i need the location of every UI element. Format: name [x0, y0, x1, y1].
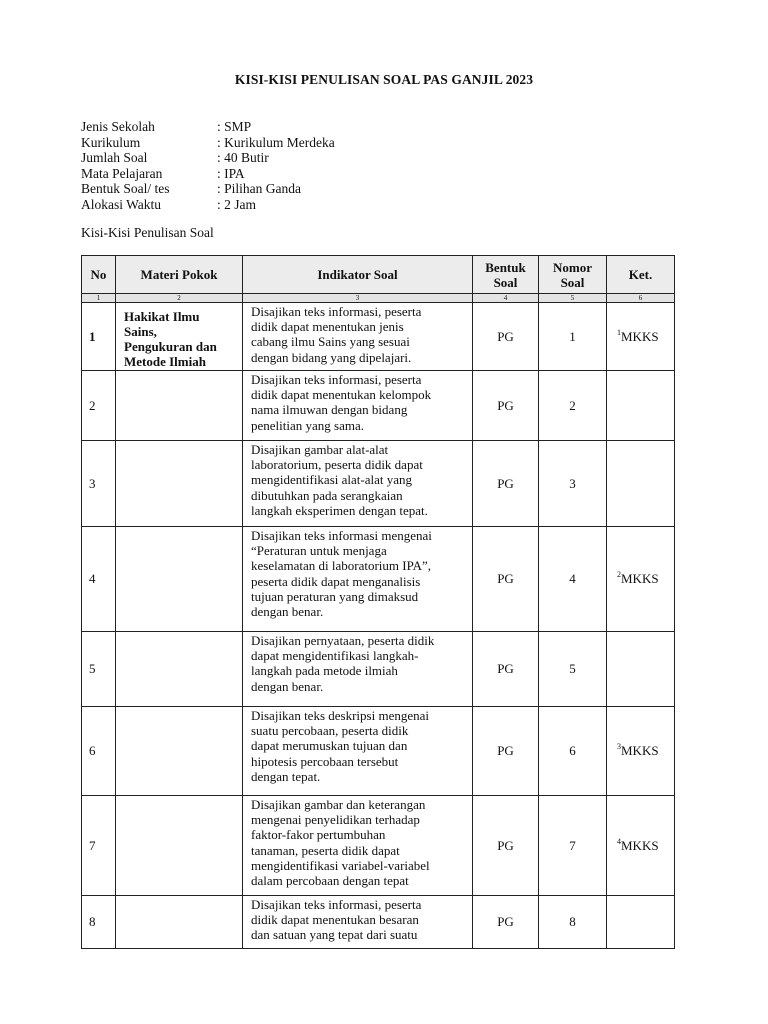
note-cell	[607, 796, 675, 896]
note-text: MKKS	[621, 743, 659, 758]
table-row	[82, 896, 675, 949]
indicator-line: dengan benar.	[251, 678, 324, 694]
info-row-subject	[81, 166, 335, 182]
indicator-cell	[243, 527, 473, 632]
indicator-line: penelitian yang sama.	[251, 417, 364, 433]
question-number: 1	[539, 303, 607, 371]
indicator-line: hipotesis percobaan tersebut	[251, 753, 399, 769]
info-row-curriculum	[81, 135, 335, 151]
table-row	[82, 796, 675, 896]
indicator-cell	[243, 896, 473, 949]
indicator-line: tujuan peraturan yang dimaksud	[251, 588, 419, 604]
info-row-question-form	[81, 181, 335, 197]
indicator-line: dengan tepat.	[251, 768, 321, 784]
indicator-line: cabang ilmu Sains yang sesuai	[251, 334, 410, 350]
materi-cell	[116, 527, 243, 632]
header-bentuk-line: Soal	[493, 274, 518, 290]
indicator-line: “Peraturan untuk menjaga	[251, 543, 387, 559]
indicator-line: dibutuhkan pada serangkaian	[251, 487, 403, 503]
question-form: PG	[473, 527, 539, 632]
indicator-line: peserta didik dapat menganalisis	[251, 573, 421, 589]
indicator-line: didik dapat menentukan jenis	[251, 319, 404, 335]
info-value: : SMP	[217, 119, 252, 134]
info-value: : Kurikulum Merdeka	[217, 134, 335, 150]
question-number: 4	[539, 527, 607, 632]
indicator-line: mengidentifikasi variabel-variabel	[251, 857, 430, 873]
indicator-cell	[243, 371, 473, 441]
info-label: Alokasi Waktu	[81, 196, 162, 212]
materi-line: Metode Ilmiah	[124, 354, 206, 369]
indicator-line: dan satuan yang tepat dari suatu	[251, 927, 418, 943]
indicator-line: Disajikan pernyataan, peserta didik	[251, 633, 435, 648]
row-number: 3	[82, 441, 116, 527]
column-number: 4	[473, 294, 539, 303]
header-indikator: Indikator Soal	[243, 256, 473, 294]
footnote-marker: 2	[617, 570, 621, 579]
question-form: PG	[473, 371, 539, 441]
info-row-school-type	[81, 119, 335, 135]
indicator-line: dapat mengidentifikasi langkah-	[251, 648, 419, 664]
info-label: Bentuk Soal/ tes	[81, 181, 170, 197]
school-info	[81, 119, 335, 213]
indicator-line: Disajikan teks informasi, peserta	[251, 897, 422, 912]
indicator-line: keselamatan di laboratorium IPA”,	[251, 558, 432, 574]
info-label: Mata Pelajaran	[81, 165, 163, 181]
header-nomor-line: Soal	[560, 274, 585, 290]
materi-cell	[116, 707, 243, 796]
materi-line: Sains,	[124, 324, 157, 339]
indicator-line: laboratorium, peserta didik dapat	[251, 457, 423, 473]
indicator-line: langkah eksperimen dengan tepat.	[251, 502, 428, 518]
question-form: PG	[473, 632, 539, 707]
info-row-question-count	[81, 150, 335, 166]
table-row	[82, 441, 675, 527]
footnote-marker: 4	[617, 836, 621, 846]
question-form: PG	[473, 896, 539, 949]
column-number: 3	[243, 294, 473, 303]
note-cell	[607, 527, 675, 632]
table-row	[82, 707, 675, 796]
indicator-line: Disajikan teks informasi, peserta	[251, 304, 422, 319]
indicator-cell	[243, 441, 473, 527]
note-text: MKKS	[621, 837, 659, 853]
header-row	[82, 256, 675, 294]
header-no: No	[82, 256, 116, 294]
indicator-line: didik dapat menentukan besaran	[251, 912, 419, 928]
info-value: : Pilihan Ganda	[217, 181, 301, 197]
table-row	[82, 303, 675, 371]
column-number: 2	[116, 294, 243, 303]
indicator-line: mengenai penyelidikan terhadap	[251, 812, 420, 828]
row-number: 5	[82, 632, 116, 707]
row-number: 1	[82, 303, 116, 371]
table-row	[82, 371, 675, 441]
note-cell	[607, 896, 675, 949]
info-value: : 2 Jam	[217, 196, 256, 212]
header-bentuk-line: Bentuk	[485, 259, 526, 275]
materi-cell	[116, 371, 243, 441]
indicator-line: dengan benar.	[251, 604, 324, 620]
info-value: : IPA	[217, 165, 245, 181]
materi-cell	[116, 303, 243, 371]
indicator-cell	[243, 796, 473, 896]
materi-cell	[116, 632, 243, 707]
header-bentuk	[473, 256, 539, 294]
document-title: KISI-KISI PENULISAN SOAL PAS GANJIL 2023	[234, 72, 534, 87]
indicator-line: dengan bidang yang dipelajari.	[251, 349, 412, 365]
header-nomor-line: Nomor	[553, 259, 592, 275]
question-form: PG	[473, 303, 539, 371]
row-number: 4	[82, 527, 116, 632]
materi-cell	[116, 796, 243, 896]
indicator-line: Disajikan teks informasi mengenai	[251, 528, 432, 543]
indicator-line: Disajikan gambar dan keterangan	[251, 797, 426, 812]
indicator-line: didik dapat menentukan kelompok	[251, 387, 432, 403]
column-number: 5	[539, 294, 607, 303]
row-number: 7	[82, 796, 116, 896]
table-row	[82, 527, 675, 632]
materi-cell	[116, 896, 243, 949]
question-form: PG	[473, 707, 539, 796]
header-nomor	[539, 256, 607, 294]
section-subtitle: Kisi-Kisi Penulisan Soal	[81, 225, 214, 240]
question-number: 5	[539, 632, 607, 707]
question-number: 2	[539, 371, 607, 441]
note-text: MKKS	[621, 328, 659, 344]
indicator-line: suatu percobaan, peserta didik	[251, 723, 409, 739]
header-materi: Materi Pokok	[116, 256, 243, 294]
indicator-line: faktor-fakor pertumbuhan	[251, 827, 386, 843]
table-row	[82, 632, 675, 707]
indicator-line: nama ilmuwan dengan bidang	[251, 402, 408, 418]
question-form: PG	[473, 796, 539, 896]
note-cell	[607, 303, 675, 371]
header-ket: Ket.	[607, 256, 675, 294]
question-number: 8	[539, 896, 607, 949]
footnote-marker: 1	[617, 327, 621, 337]
indicator-line: langkah pada metode ilmiah	[251, 663, 398, 679]
info-label: Jenis Sekolah	[81, 119, 155, 134]
info-label: Jumlah Soal	[81, 150, 148, 166]
question-form: PG	[473, 441, 539, 527]
column-number: 6	[607, 294, 675, 303]
indicator-line: Disajikan teks deskripsi mengenai	[251, 708, 429, 723]
info-label: Kurikulum	[81, 134, 141, 150]
row-number: 2	[82, 371, 116, 441]
info-row-time-allocation	[81, 197, 335, 213]
materi-cell	[116, 441, 243, 527]
question-number: 3	[539, 441, 607, 527]
indicator-line: dapat merumuskan tujuan dan	[251, 738, 408, 754]
note-cell	[607, 441, 675, 527]
note-text: MKKS	[621, 571, 659, 586]
indicator-line: Disajikan teks informasi, peserta	[251, 372, 422, 387]
question-number: 7	[539, 796, 607, 896]
row-number: 6	[82, 707, 116, 796]
indicator-cell	[243, 303, 473, 371]
indicator-line: dalam percobaan dengan tepat	[251, 873, 409, 889]
row-number: 8	[82, 896, 116, 949]
column-number-row	[82, 294, 675, 303]
note-cell	[607, 707, 675, 796]
footnote-marker: 3	[617, 742, 621, 751]
indicator-cell	[243, 632, 473, 707]
materi-line: Pengukuran dan	[124, 339, 217, 354]
question-number: 6	[539, 707, 607, 796]
note-cell	[607, 371, 675, 441]
indicator-line: Disajikan gambar alat-alat	[251, 442, 389, 457]
grid-table	[81, 255, 675, 949]
indicator-cell	[243, 707, 473, 796]
info-value: : 40 Butir	[217, 150, 269, 166]
materi-line: Hakikat Ilmu	[124, 309, 200, 324]
indicator-line: mengidentifikasi alat-alat yang	[251, 472, 412, 488]
column-number: 1	[82, 294, 116, 303]
note-cell	[607, 632, 675, 707]
indicator-line: tanaman, peserta didik dapat	[251, 842, 400, 858]
